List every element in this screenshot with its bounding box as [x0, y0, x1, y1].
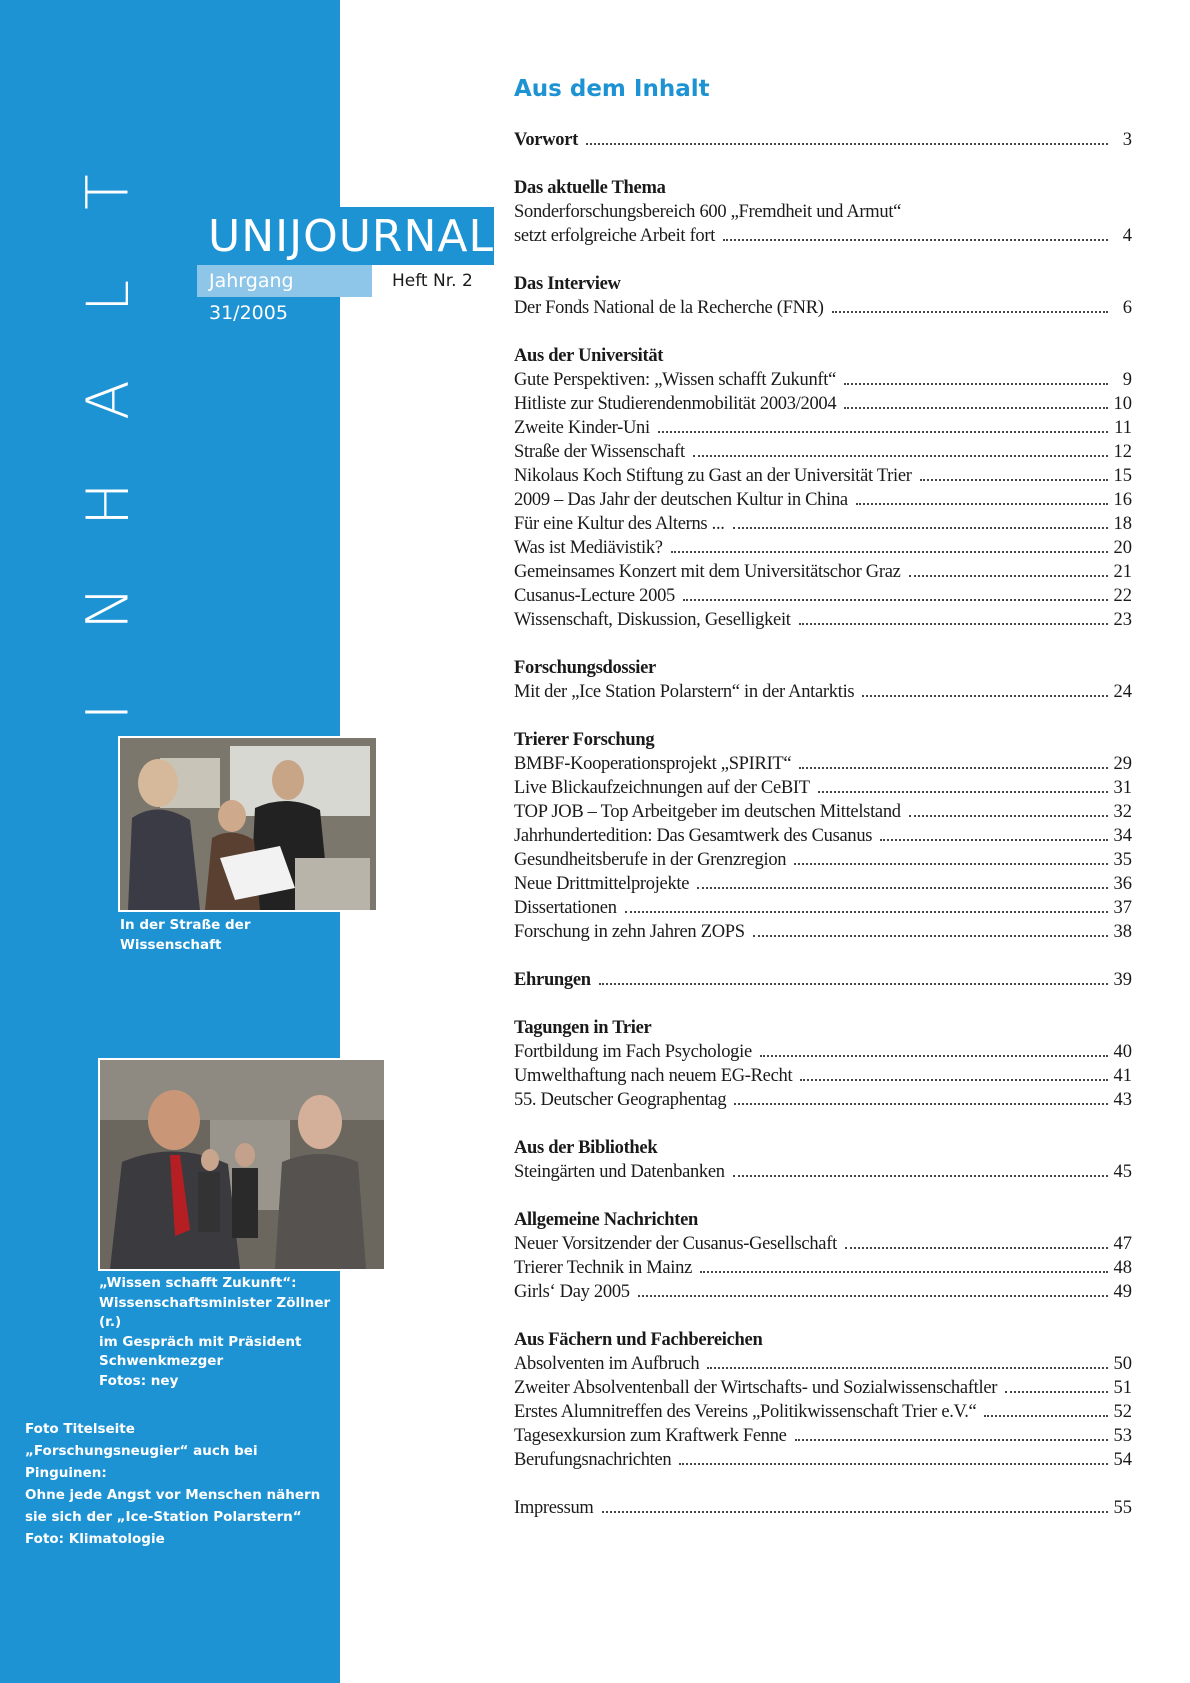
- table-of-contents: [514, 128, 1132, 1544]
- toc-entry-title: Sonderforschungsbereich 600 „Fremdheit und Armut“: [514, 202, 902, 222]
- toc-entry-title: Umwelthaftung nach neuem EG-Recht: [514, 1066, 793, 1086]
- masthead-title: UNIJOURNAL: [208, 211, 495, 262]
- toc-page-number: 20: [1113, 538, 1132, 558]
- toc-section: [514, 128, 1132, 152]
- dot-leader: [700, 1270, 1108, 1273]
- toc-entry-title: Für eine Kultur des Alterns ...: [514, 514, 725, 534]
- toc-entry[interactable]: [514, 1088, 1132, 1112]
- toc-entry-title: Impressum: [514, 1498, 594, 1518]
- toc-page-number: 34: [1113, 826, 1132, 846]
- toc-entry-title: Zweite Kinder-Uni: [514, 418, 650, 438]
- toc-entry-title: BMBF-Kooperationsprojekt „SPIRIT“: [514, 754, 792, 774]
- toc-section-title: Forschungsdossier: [514, 658, 656, 678]
- toc-entry[interactable]: [514, 824, 1132, 848]
- dot-leader: [697, 886, 1108, 889]
- toc-entry-title: setzt erfolgreiche Arbeit fort: [514, 226, 716, 246]
- dot-leader: [625, 910, 1108, 913]
- toc-entry[interactable]: [514, 440, 1132, 464]
- toc-page-number: 15: [1113, 466, 1132, 486]
- toc-page-number: 18: [1113, 514, 1132, 534]
- toc-entry-title: Gemeinsames Konzert mit dem Universitätschor Graz: [514, 562, 901, 582]
- toc-section: [514, 656, 1132, 704]
- toc-entry-title: Steingärten und Datenbanken: [514, 1162, 725, 1182]
- toc-page-number: 3: [1122, 130, 1132, 150]
- toc-page-number: 10: [1113, 394, 1132, 414]
- toc-page-number: 22: [1113, 586, 1132, 606]
- toc-page-number: 43: [1113, 1090, 1132, 1110]
- toc-entry[interactable]: [514, 560, 1132, 584]
- toc-entry[interactable]: [514, 1160, 1132, 1184]
- vertical-letter: L: [73, 279, 142, 313]
- dot-leader: [862, 694, 1108, 697]
- toc-page-number: 53: [1113, 1426, 1132, 1446]
- toc-entry-title: Hitliste zur Studierendenmobilität 2003/2004: [514, 394, 837, 414]
- dot-leader: [671, 550, 1108, 553]
- toc-entry[interactable]: [514, 1040, 1132, 1064]
- dot-leader: [832, 310, 1108, 313]
- toc-entry-title: Nikolaus Koch Stiftung zu Gast an der Universität Trier: [514, 466, 912, 486]
- dot-leader: [658, 430, 1108, 433]
- toc-entry-title: Neuer Vorsitzender der Cusanus-Gesellschaft: [514, 1234, 837, 1254]
- dot-leader: [599, 982, 1108, 985]
- dot-leader: [799, 766, 1108, 769]
- toc-entry[interactable]: [514, 128, 1132, 152]
- toc-page-number: 4: [1122, 226, 1132, 246]
- dot-leader: [638, 1294, 1108, 1297]
- toc-entry[interactable]: [514, 896, 1132, 920]
- toc-section: [514, 1496, 1132, 1520]
- toc-entry-title: Zweiter Absolventenball der Wirtschafts- und Sozialwissenschaftler: [514, 1378, 998, 1398]
- toc-entry[interactable]: [514, 464, 1132, 488]
- toc-section: [514, 1136, 1132, 1184]
- photo-illustration: [120, 738, 376, 910]
- toc-section-title: Aus Fächern und Fachbereichen: [514, 1330, 763, 1350]
- vertical-letter: T: [74, 174, 142, 210]
- toc-section: [514, 344, 1132, 632]
- toc-entry[interactable]: [514, 536, 1132, 560]
- toc-page-number: 23: [1113, 610, 1132, 630]
- toc-page-number: 40: [1113, 1042, 1132, 1062]
- toc-page-number: 35: [1113, 850, 1132, 870]
- dot-leader: [856, 502, 1108, 505]
- toc-section: [514, 1208, 1132, 1304]
- toc-page-number: 6: [1122, 298, 1132, 318]
- toc-page-number: 45: [1113, 1162, 1132, 1182]
- volume-year-label: Jahrgang 31/2005: [197, 265, 372, 297]
- toc-entry[interactable]: [514, 608, 1132, 632]
- toc-entry-title: Forschung in zehn Jahren ZOPS: [514, 922, 745, 942]
- toc-entry[interactable]: [514, 1496, 1132, 1520]
- dot-leader: [909, 574, 1108, 577]
- toc-entry[interactable]: [514, 416, 1132, 440]
- toc-page-number: 21: [1113, 562, 1132, 582]
- toc-page-number: 39: [1113, 970, 1132, 990]
- inhalt-vertical-word: [73, 140, 142, 764]
- dot-leader: [844, 406, 1108, 409]
- toc-section: [514, 272, 1132, 320]
- toc-page-number: 29: [1113, 754, 1132, 774]
- toc-page-number: 55: [1113, 1498, 1132, 1518]
- toc-entry[interactable]: [514, 872, 1132, 896]
- toc-entry-title: Dissertationen: [514, 898, 617, 918]
- toc-entry[interactable]: [514, 1400, 1132, 1424]
- toc-section: [514, 968, 1132, 992]
- photo-zoellner-schwenkmezger: [98, 1058, 386, 1271]
- dot-leader: [795, 1438, 1108, 1441]
- dot-leader: [753, 934, 1108, 937]
- toc-page-number: 54: [1113, 1450, 1132, 1470]
- toc-section-title: Das aktuelle Thema: [514, 178, 666, 198]
- dot-leader: [845, 1246, 1108, 1249]
- toc-entry[interactable]: [514, 512, 1132, 536]
- toc-entry[interactable]: [514, 848, 1132, 872]
- toc-entry[interactable]: [514, 920, 1132, 944]
- toc-page-number: 38: [1113, 922, 1132, 942]
- dot-leader: [800, 1078, 1108, 1081]
- toc-entry[interactable]: [514, 1064, 1132, 1088]
- dot-leader: [734, 1102, 1108, 1105]
- toc-section-title: Aus der Universität: [514, 346, 664, 366]
- toc-entry[interactable]: [514, 368, 1132, 392]
- toc-entry-title: Vorwort: [514, 130, 579, 150]
- photo-illustration: [100, 1060, 384, 1269]
- toc-page-number: 37: [1113, 898, 1132, 918]
- toc-entry[interactable]: [514, 296, 1132, 320]
- toc-entry[interactable]: [514, 1280, 1132, 1304]
- toc-entry[interactable]: [514, 1256, 1132, 1280]
- toc-entry-title: 2009 – Das Jahr der deutschen Kultur in China: [514, 490, 848, 510]
- toc-entry[interactable]: [514, 1448, 1132, 1472]
- toc-section-title: Aus der Bibliothek: [514, 1138, 658, 1158]
- toc-entry[interactable]: [514, 584, 1132, 608]
- vertical-letter: A: [74, 380, 142, 420]
- toc-entry[interactable]: [514, 392, 1132, 416]
- toc-page-number: 31: [1113, 778, 1132, 798]
- toc-entry-title: Jahrhundertedition: Das Gesamtwerk des Cusanus: [514, 826, 873, 846]
- dot-leader: [844, 382, 1108, 385]
- toc-entry-title: Was ist Mediävistik?: [514, 538, 663, 558]
- toc-section: [514, 728, 1132, 944]
- toc-entry[interactable]: [514, 224, 1132, 248]
- vertical-letter: I: [73, 703, 142, 721]
- toc-entry-title: Tagesexkursion zum Kraftwerk Fenne: [514, 1426, 787, 1446]
- toc-section-title: Allgemeine Nachrichten: [514, 1210, 699, 1230]
- toc-entry[interactable]: [514, 752, 1132, 776]
- dot-leader: [799, 622, 1108, 625]
- dot-leader: [683, 598, 1108, 601]
- dot-leader: [920, 478, 1108, 481]
- toc-entry-title: Erstes Alumnitreffen des Vereins „Politikwissenschaft Trier e.V.“: [514, 1402, 977, 1422]
- dot-leader: [880, 838, 1108, 841]
- dot-leader: [909, 814, 1108, 817]
- dot-leader: [602, 1510, 1108, 1513]
- dot-leader: [984, 1414, 1108, 1417]
- photo1-caption: In der Straße der Wissenschaft: [120, 917, 251, 953]
- toc-entry[interactable]: [514, 968, 1132, 992]
- dot-leader: [1005, 1390, 1108, 1393]
- toc-entry[interactable]: [514, 488, 1132, 512]
- toc-page-number: 32: [1113, 802, 1132, 822]
- toc-entry-title: Neue Drittmittelprojekte: [514, 874, 690, 894]
- toc-entry-title: Ehrungen: [514, 970, 591, 990]
- dot-leader: [723, 238, 1108, 241]
- vertical-letter: H: [74, 482, 142, 526]
- toc-entry[interactable]: [514, 1232, 1132, 1256]
- toc-entry-title: Gute Perspektiven: „Wissen schafft Zukunft“: [514, 370, 837, 390]
- dot-leader: [679, 1462, 1108, 1465]
- cover-photo-caption: Foto Titelseite „Forschungsneugier“ auch bei Pinguinen: Ohne jede Angst vor Menschen nähern sie sich der „Ice-Station Polarstern“ Foto: Klimatologie: [25, 1421, 321, 1547]
- toc-entry[interactable]: [514, 1424, 1132, 1448]
- toc-section-title: Das Interview: [514, 274, 621, 294]
- toc-page-number: 47: [1113, 1234, 1132, 1254]
- photo-strasse-der-wissenschaft: [118, 736, 378, 912]
- toc-section: [514, 176, 1132, 248]
- vertical-letter: N: [73, 586, 142, 630]
- toc-section-title: Tagungen in Trier: [514, 1018, 652, 1038]
- toc-entry-title: Mit der „Ice Station Polarstern“ in der Antarktis: [514, 682, 855, 702]
- toc-page-number: 16: [1113, 490, 1132, 510]
- toc-section: [514, 1016, 1132, 1112]
- dot-leader: [693, 454, 1108, 457]
- toc-entry-title: Berufungsnachrichten: [514, 1450, 672, 1470]
- toc-entry-title: Der Fonds National de la Recherche (FNR): [514, 298, 824, 318]
- toc-entry-title: TOP JOB – Top Arbeitgeber im deutschen Mittelstand: [514, 802, 901, 822]
- dot-leader: [733, 1174, 1108, 1177]
- toc-entry-title: Wissenschaft, Diskussion, Geselligkeit: [514, 610, 791, 630]
- toc-entry-title: Girls‘ Day 2005: [514, 1282, 630, 1302]
- toc-entry-title: Fortbildung im Fach Psychologie: [514, 1042, 752, 1062]
- toc-page-number: 50: [1113, 1354, 1132, 1374]
- toc-section: [514, 1328, 1132, 1472]
- toc-page-number: 11: [1114, 418, 1132, 438]
- toc-entry-title: Cusanus-Lecture 2005: [514, 586, 675, 606]
- toc-page-number: 36: [1113, 874, 1132, 894]
- toc-heading: Aus dem Inhalt: [514, 76, 710, 102]
- toc-page-number: 12: [1113, 442, 1132, 462]
- toc-page-number: 24: [1113, 682, 1132, 702]
- toc-entry[interactable]: [514, 800, 1132, 824]
- issue-number: Heft Nr. 2: [392, 271, 473, 291]
- toc-section-title: Trierer Forschung: [514, 730, 655, 750]
- toc-page-number: 52: [1113, 1402, 1132, 1422]
- toc-entry-title: Absolventen im Aufbruch: [514, 1354, 700, 1374]
- dot-leader: [818, 790, 1108, 793]
- dot-leader: [794, 862, 1108, 865]
- toc-entry[interactable]: [514, 776, 1132, 800]
- toc-page-number: 41: [1113, 1066, 1132, 1086]
- toc-entry[interactable]: [514, 680, 1132, 704]
- toc-entry-title: Live Blickaufzeichnungen auf der CeBIT: [514, 778, 810, 798]
- toc-entry[interactable]: [514, 1376, 1132, 1400]
- dot-leader: [586, 142, 1108, 145]
- toc-entry[interactable]: [514, 200, 1132, 224]
- dot-leader: [760, 1054, 1108, 1057]
- photo2-caption: „Wissen schafft Zukunft“: Wissenschaftsminister Zöllner (r.) im Gespräch mit Präsident Schwenkmezger Fotos: ney: [99, 1275, 331, 1389]
- toc-page-number: 51: [1113, 1378, 1132, 1398]
- toc-entry-title: 55. Deutscher Geographentag: [514, 1090, 727, 1110]
- toc-entry-title: Straße der Wissenschaft: [514, 442, 685, 462]
- dot-leader: [707, 1366, 1108, 1369]
- toc-entry[interactable]: [514, 1352, 1132, 1376]
- toc-entry-title: Gesundheitsberufe in der Grenzregion: [514, 850, 787, 870]
- toc-page-number: 9: [1122, 370, 1132, 390]
- toc-page-number: 49: [1113, 1282, 1132, 1302]
- toc-page-number: 48: [1113, 1258, 1132, 1278]
- toc-entry-title: Trierer Technik in Mainz: [514, 1258, 693, 1278]
- dot-leader: [733, 526, 1108, 529]
